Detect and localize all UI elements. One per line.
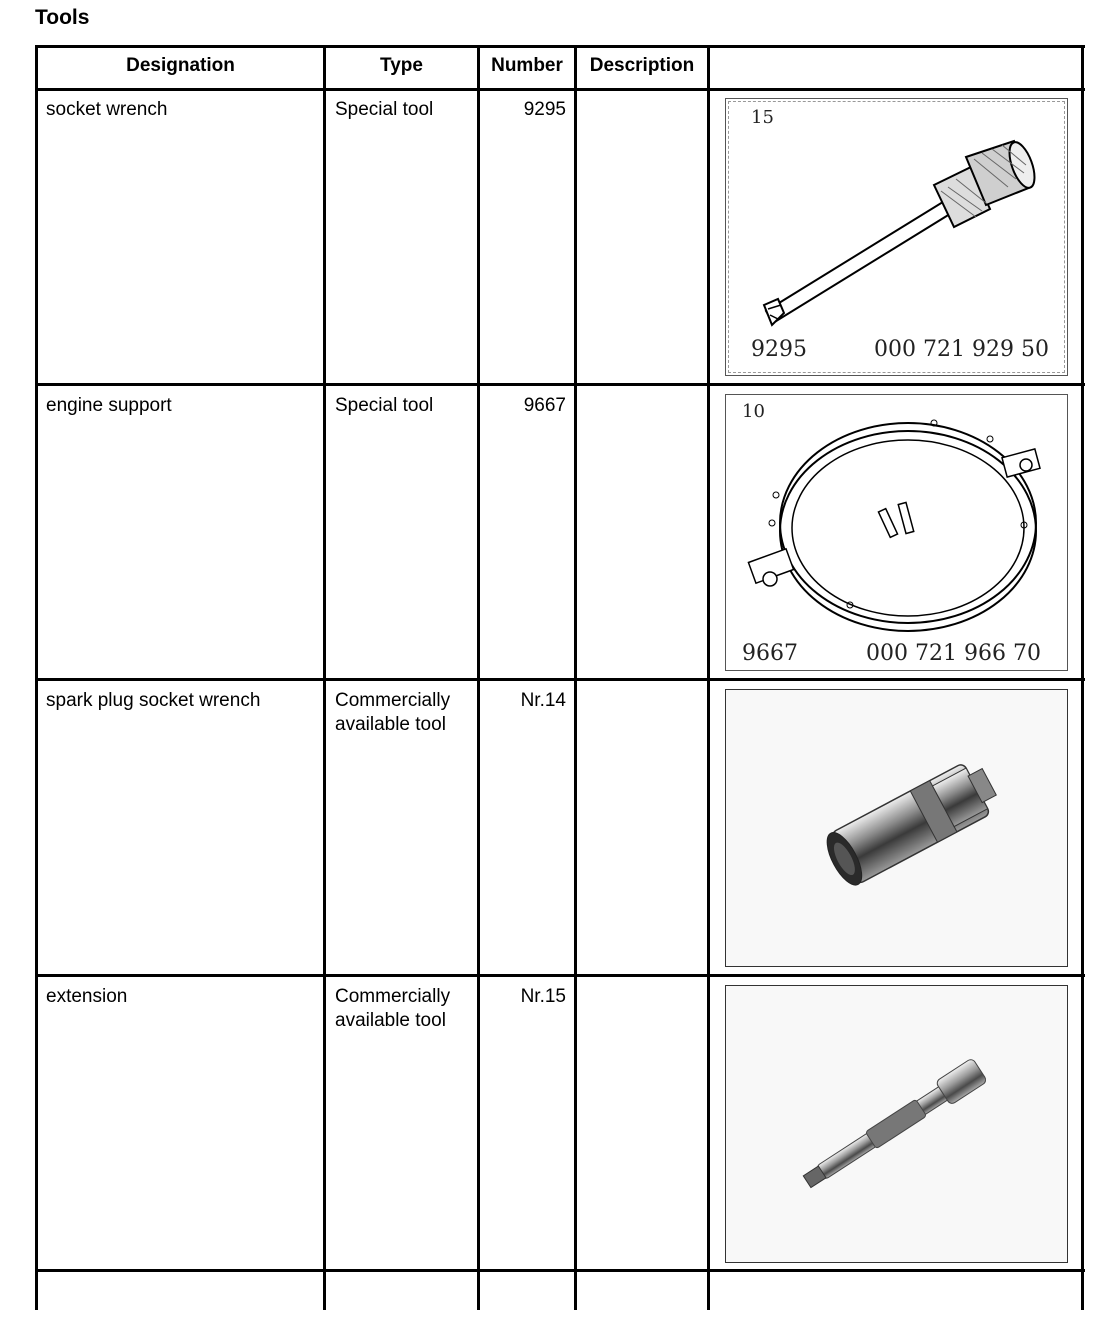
column-divider bbox=[574, 45, 577, 1310]
drawing-corner-label: 15 bbox=[751, 107, 774, 128]
cell-designation: engine support bbox=[46, 395, 172, 416]
engine-support-illustration bbox=[726, 395, 1067, 670]
table-border-top bbox=[35, 45, 1085, 48]
header-number: Number bbox=[491, 55, 563, 76]
engine-support-ring-drawing-icon bbox=[725, 394, 1068, 671]
socket-wrench-illustration bbox=[726, 99, 1067, 375]
part-number-label: 000 721 966 70 bbox=[866, 641, 1041, 666]
column-divider bbox=[35, 45, 38, 1310]
header-type: Type bbox=[380, 55, 423, 76]
header-designation: Designation bbox=[126, 55, 235, 76]
drawing-corner-label: 10 bbox=[742, 401, 765, 422]
row-divider bbox=[35, 1269, 1085, 1272]
cell-type: Commercially available tool bbox=[335, 986, 451, 1031]
cell-designation: socket wrench bbox=[46, 99, 168, 120]
spark-plug-socket-illustration bbox=[726, 690, 1067, 966]
tool-number-label: 9667 bbox=[742, 641, 798, 666]
tool-number-label: 9295 bbox=[751, 337, 807, 362]
cell-type: Commercially available tool bbox=[335, 690, 451, 735]
page-title: Tools bbox=[35, 6, 90, 29]
cell-designation: spark plug socket wrench bbox=[46, 690, 261, 711]
extension-bar-photo-icon bbox=[725, 985, 1068, 1263]
cell-type: Special tool bbox=[335, 99, 434, 120]
cell-designation: extension bbox=[46, 986, 128, 1007]
header-description: Description bbox=[589, 55, 695, 76]
cell-number: Nr.14 bbox=[520, 690, 566, 711]
cell-type: Special tool bbox=[335, 395, 434, 416]
spark-plug-socket-photo-icon bbox=[725, 689, 1068, 967]
column-divider bbox=[707, 45, 710, 1310]
column-divider bbox=[1081, 45, 1084, 1310]
cell-number: 9295 bbox=[523, 99, 566, 120]
row-divider bbox=[35, 678, 1085, 681]
column-divider bbox=[323, 45, 326, 1310]
cell-number: Nr.15 bbox=[520, 986, 566, 1007]
row-divider bbox=[35, 383, 1085, 386]
extension-bar-illustration bbox=[726, 986, 1067, 1262]
socket-wrench-drawing-icon bbox=[725, 98, 1068, 376]
cell-number: 9667 bbox=[523, 395, 566, 416]
part-number-label: 000 721 929 50 bbox=[874, 337, 1049, 362]
header-divider bbox=[35, 88, 1085, 91]
row-divider bbox=[35, 974, 1085, 977]
column-divider bbox=[477, 45, 480, 1310]
